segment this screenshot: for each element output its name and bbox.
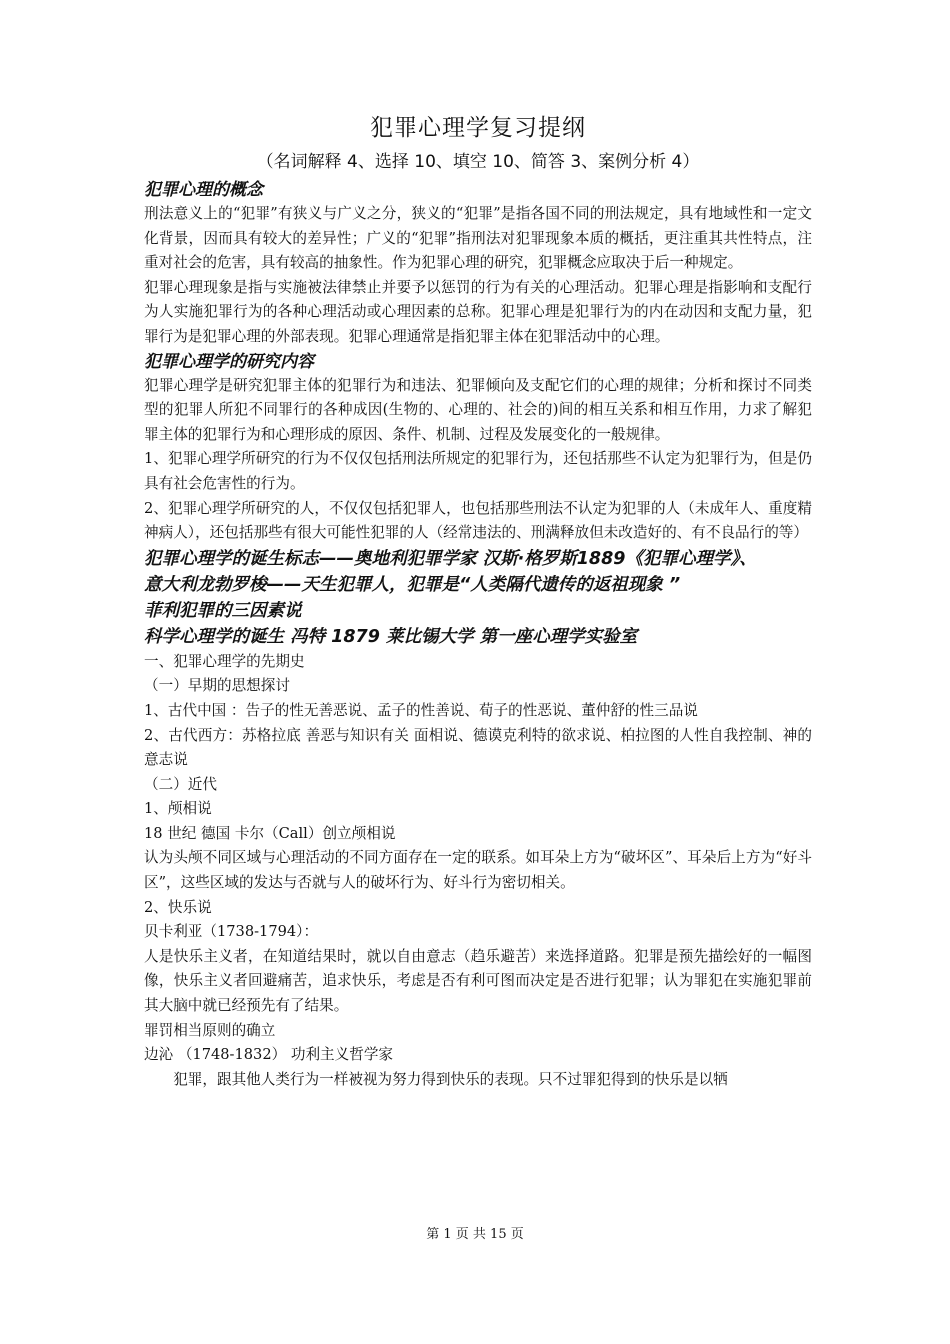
section-heading-history: 一、犯罪心理学的先期史 [144, 652, 305, 670]
list-item: 2、古代西方：苏格拉底 善恶与知识有关 面相说、德谟克利特的欲求说、柏拉图的人性自我控制、神的意志说 [144, 726, 812, 769]
section-heading-research: 犯罪心理学的研究内容 [144, 351, 314, 372]
paragraph: 犯罪心理学是研究犯罪主体的犯罪行为和违法、犯罪倾向及支配它们的心理的规律；分析和探讨不同类型的犯罪人所犯不同罪行的各种成因(生物的、心理的、社会的)间的相互关系和相互作用，力求了解犯罪主体的犯罪行为和心理形成的原因、条件、机制、过程及发展变化的一般规律。 [144, 376, 812, 443]
section-heading-concept: 犯罪心理的概念 [144, 180, 263, 200]
paragraph: 1、犯罪心理学所研究的行为不仅仅包括刑法所规定的犯罪行为，还包括那些不认定为犯罪行为，但是仍具有社会危害性的行为。 [144, 450, 812, 492]
paragraph: 刑法意义上的“犯罪”有狭义与广义之分，狭义的“犯罪”是指各国不同的刑法规定，具有地域性和一定文化背景，因而具有较大的差异性；广义的“犯罪”指刑法对犯罪现象本质的概括，更注重其共性特点，注重对社会的危害，具有较高的抽象性。作为犯罪心理的研究，犯罪概念应取决于后一种规定。 [144, 205, 812, 272]
list-item: 1、古代中国 ：告子的性无善恶说、孟子的性善说、荀子的性恶说、董仲舒的性三品说 [144, 701, 698, 719]
paragraph: 犯罪心理现象是指与实施被法律禁止并要予以惩罚的行为有关的心理活动。犯罪心理是指影响和支配行为人实施犯罪行为的各种心理活动或心理因素的总称。犯罪心理是犯罪行为的内在动因和支配力量，犯罪行为是犯罪心理的外部表现。犯罪心理通常是指犯罪主体在犯罪活动中的心理。 [144, 278, 812, 345]
paragraph: 人是快乐主义者，在知道结果时，就以自由意志（趋乐避苦）来选择道路。犯罪是预先描绘好的一幅图像，快乐主义者回避痛苦，追求快乐，考虑是否有利可图而决定是否进行犯罪；认为罪犯在实施犯罪前其大脑中就已经预先有了结果。 [144, 947, 812, 1015]
bold-line: 意大利龙勃罗梭——天生犯罪人，犯罪是“人类隔代遗传的返祖现象 ” [144, 574, 681, 595]
subsection-heading-modern: （二）近代 [144, 775, 217, 793]
page-footer: 第 1 页 共 15 页 [426, 1227, 524, 1242]
item-heading-hedonism: 2、快乐说 [144, 898, 212, 916]
item-heading-phrenology: 1、颅相说 [144, 800, 212, 818]
text-line: 贝卡利亚（1738-1794）： [144, 923, 319, 941]
paragraph: 犯罪，跟其他人类行为一样被视为努力得到快乐的表现。只不过罪犯得到的快乐是以牺 [173, 1070, 728, 1088]
bold-line: 菲利犯罪的三因素说 [144, 600, 302, 621]
paragraph: 2、犯罪心理学所研究的人，不仅仅包括犯罪人，也包括那些刑法不认定为犯罪的人（未成年人、重度精神病人），还包括那些有很大可能性犯罪的人（经常违法的、刑满释放但未改造好的、有不良品行的等） [144, 499, 812, 542]
document-subtitle: （名词解释 4、选择 10、填空 10、简答 3、案例分析 4） [256, 152, 700, 172]
page-content [144, 112, 812, 1092]
text-line: 边沁 （1748-1832） 功利主义哲学家 [144, 1046, 394, 1064]
bold-line: 犯罪心理学的诞生标志——奥地利犯罪学家 汉斯·格罗斯1889《犯罪心理学》、 [144, 548, 757, 569]
paragraph: 认为头颅不同区域与心理活动的不同方面存在一定的联系。如耳朵上方为“破坏区”、耳朵后上方为“好斗区”，这些区域的发达与否就与人的破坏行为、好斗行为密切相关。 [144, 849, 812, 892]
text-line: 18 世纪 德国 卡尔（Call）创立颅相说 [144, 824, 396, 842]
document-title: 犯罪心理学复习提纲 [370, 115, 586, 141]
subsection-heading-early: （一）早期的思想探讨 [144, 677, 290, 695]
bold-line: 科学心理学的诞生 冯特 1879 莱比锡大学 第一座心理学实验室 [144, 626, 638, 647]
text-line: 罪罚相当原则的确立 [144, 1021, 276, 1039]
